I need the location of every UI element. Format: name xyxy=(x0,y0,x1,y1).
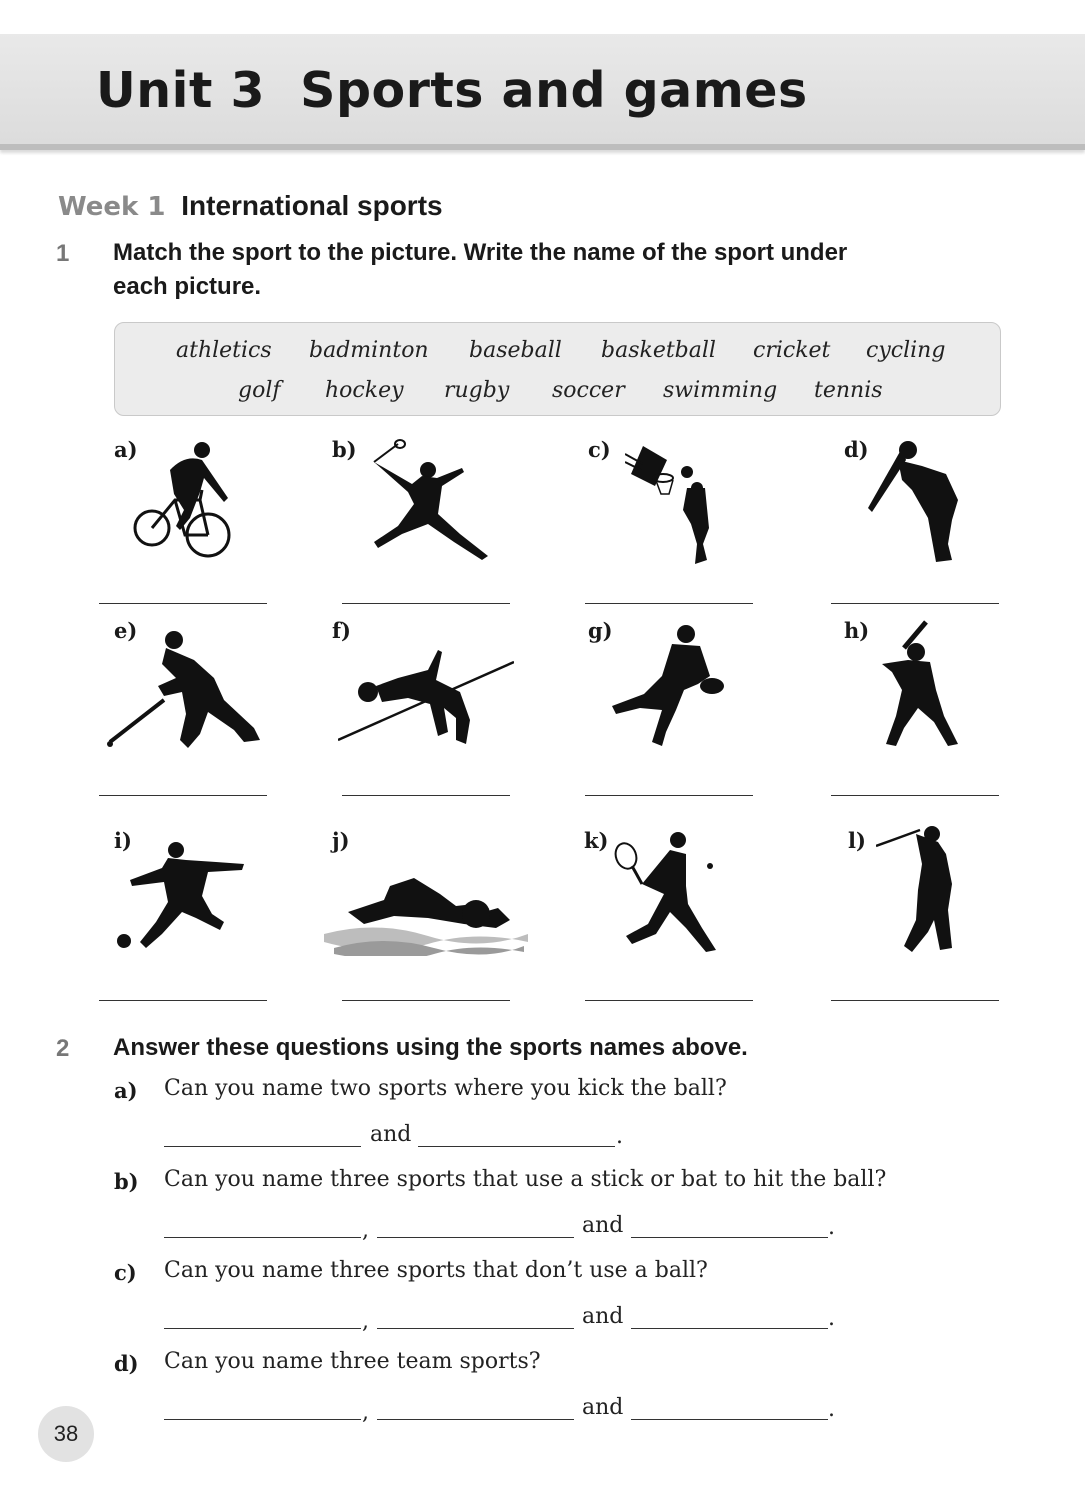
tennis-player-icon xyxy=(612,832,722,954)
subquestion-a-label: a) xyxy=(114,1078,138,1103)
word-cycling: cycling xyxy=(866,338,946,363)
answer-2b-2[interactable] xyxy=(377,1237,574,1238)
picture-label-e: e) xyxy=(114,618,138,643)
answer-line-l[interactable] xyxy=(831,1000,999,1001)
picture-label-c: c) xyxy=(588,437,611,462)
golfer-icon xyxy=(876,824,960,954)
answer-line-i[interactable] xyxy=(99,1000,267,1001)
subquestion-b-text: Can you name three sports that use a stick or bat to hit the ball? xyxy=(164,1167,887,1192)
comma-2c: , xyxy=(362,1309,369,1334)
answer-2b-1[interactable] xyxy=(164,1237,361,1238)
soccer-player-icon xyxy=(112,842,248,952)
question-1-text xyxy=(113,236,847,304)
answer-2c-1[interactable] xyxy=(164,1328,361,1329)
word-rugby: rugby xyxy=(444,378,510,403)
answer-line-e[interactable] xyxy=(99,795,267,796)
badminton-player-icon xyxy=(362,438,492,566)
question-1-line-1: Match the sport to the picture. Write the name of the sport under xyxy=(113,239,848,266)
word-badminton: badminton xyxy=(309,338,429,363)
unit-title: Unit 3 Sports and games xyxy=(96,62,808,119)
basketball-player-icon xyxy=(625,440,725,566)
answer-line-k[interactable] xyxy=(585,1000,753,1001)
answer-line-a[interactable] xyxy=(99,603,267,604)
high-jumper-icon xyxy=(338,640,514,750)
answer-line-g[interactable] xyxy=(585,795,753,796)
answer-2d-2[interactable] xyxy=(377,1419,574,1420)
question-2-text: Answer these questions using the sports names above. xyxy=(113,1034,748,1061)
cricket-batsman-icon xyxy=(862,440,966,564)
conjunction-2b: and xyxy=(582,1213,624,1238)
cyclist-icon xyxy=(130,440,240,568)
question-2-number: 2 xyxy=(56,1035,70,1062)
period-2c: . xyxy=(828,1306,835,1331)
picture-label-b: b) xyxy=(332,437,357,462)
subquestion-c-label: c) xyxy=(114,1260,137,1285)
word-hockey: hockey xyxy=(325,378,404,403)
week-heading xyxy=(58,190,443,222)
answer-2d-1[interactable] xyxy=(164,1419,361,1420)
period-2d: . xyxy=(828,1397,835,1422)
comma-2b: , xyxy=(362,1218,369,1243)
conjunction-2c: and xyxy=(582,1304,624,1329)
answer-2c-3[interactable] xyxy=(631,1328,828,1329)
subquestion-d-text: Can you name three team sports? xyxy=(164,1349,541,1374)
picture-label-a: a) xyxy=(114,437,138,462)
subquestion-c-text: Can you name three sports that don’t use a ball? xyxy=(164,1258,708,1283)
week-label: Week 1 xyxy=(58,192,166,222)
subquestion-b-label: b) xyxy=(114,1169,139,1194)
word-cricket: cricket xyxy=(753,338,831,363)
conjunction-2d: and xyxy=(582,1395,624,1420)
period-2a: . xyxy=(616,1124,623,1149)
picture-label-f: f) xyxy=(332,618,351,643)
answer-line-j[interactable] xyxy=(342,1000,510,1001)
answer-2d-3[interactable] xyxy=(631,1419,828,1420)
period-2b: . xyxy=(828,1215,835,1240)
conjunction-2a: and xyxy=(370,1122,412,1147)
word-tennis: tennis xyxy=(814,378,883,403)
subquestion-d-label: d) xyxy=(114,1351,139,1376)
picture-label-l: l) xyxy=(848,828,866,853)
answer-line-b[interactable] xyxy=(342,603,510,604)
answer-line-d[interactable] xyxy=(831,603,999,604)
picture-label-g: g) xyxy=(588,618,613,643)
word-athletics: athletics xyxy=(176,338,272,363)
baseball-batter-icon xyxy=(874,620,964,750)
question-1-number: 1 xyxy=(56,240,70,267)
comma-2d: , xyxy=(362,1400,369,1425)
picture-label-i: i) xyxy=(114,828,132,853)
picture-label-h: h) xyxy=(844,618,870,643)
answer-2a-1[interactable] xyxy=(164,1146,361,1147)
picture-label-j: j) xyxy=(332,828,350,853)
swimmer-icon xyxy=(324,872,530,956)
word-golf: golf xyxy=(238,378,281,403)
word-swimming: swimming xyxy=(663,378,778,403)
week-title: International sports xyxy=(181,190,443,221)
answer-2a-2[interactable] xyxy=(418,1146,615,1147)
hockey-player-icon xyxy=(104,630,264,750)
rugby-player-icon xyxy=(612,624,728,748)
answer-line-c[interactable] xyxy=(585,603,753,604)
answer-line-h[interactable] xyxy=(831,795,999,796)
word-soccer: soccer xyxy=(552,378,625,403)
subquestion-a-text: Can you name two sports where you kick the ball? xyxy=(164,1076,727,1101)
picture-label-d: d) xyxy=(844,437,869,462)
answer-line-f[interactable] xyxy=(342,795,510,796)
answer-2c-2[interactable] xyxy=(377,1328,574,1329)
page-number: 38 xyxy=(38,1406,94,1462)
word-basketball: basketball xyxy=(601,338,716,363)
answer-2b-3[interactable] xyxy=(631,1237,828,1238)
word-baseball: baseball xyxy=(469,338,562,363)
picture-label-k: k) xyxy=(584,828,609,853)
question-1-line-2: each picture. xyxy=(113,273,262,300)
